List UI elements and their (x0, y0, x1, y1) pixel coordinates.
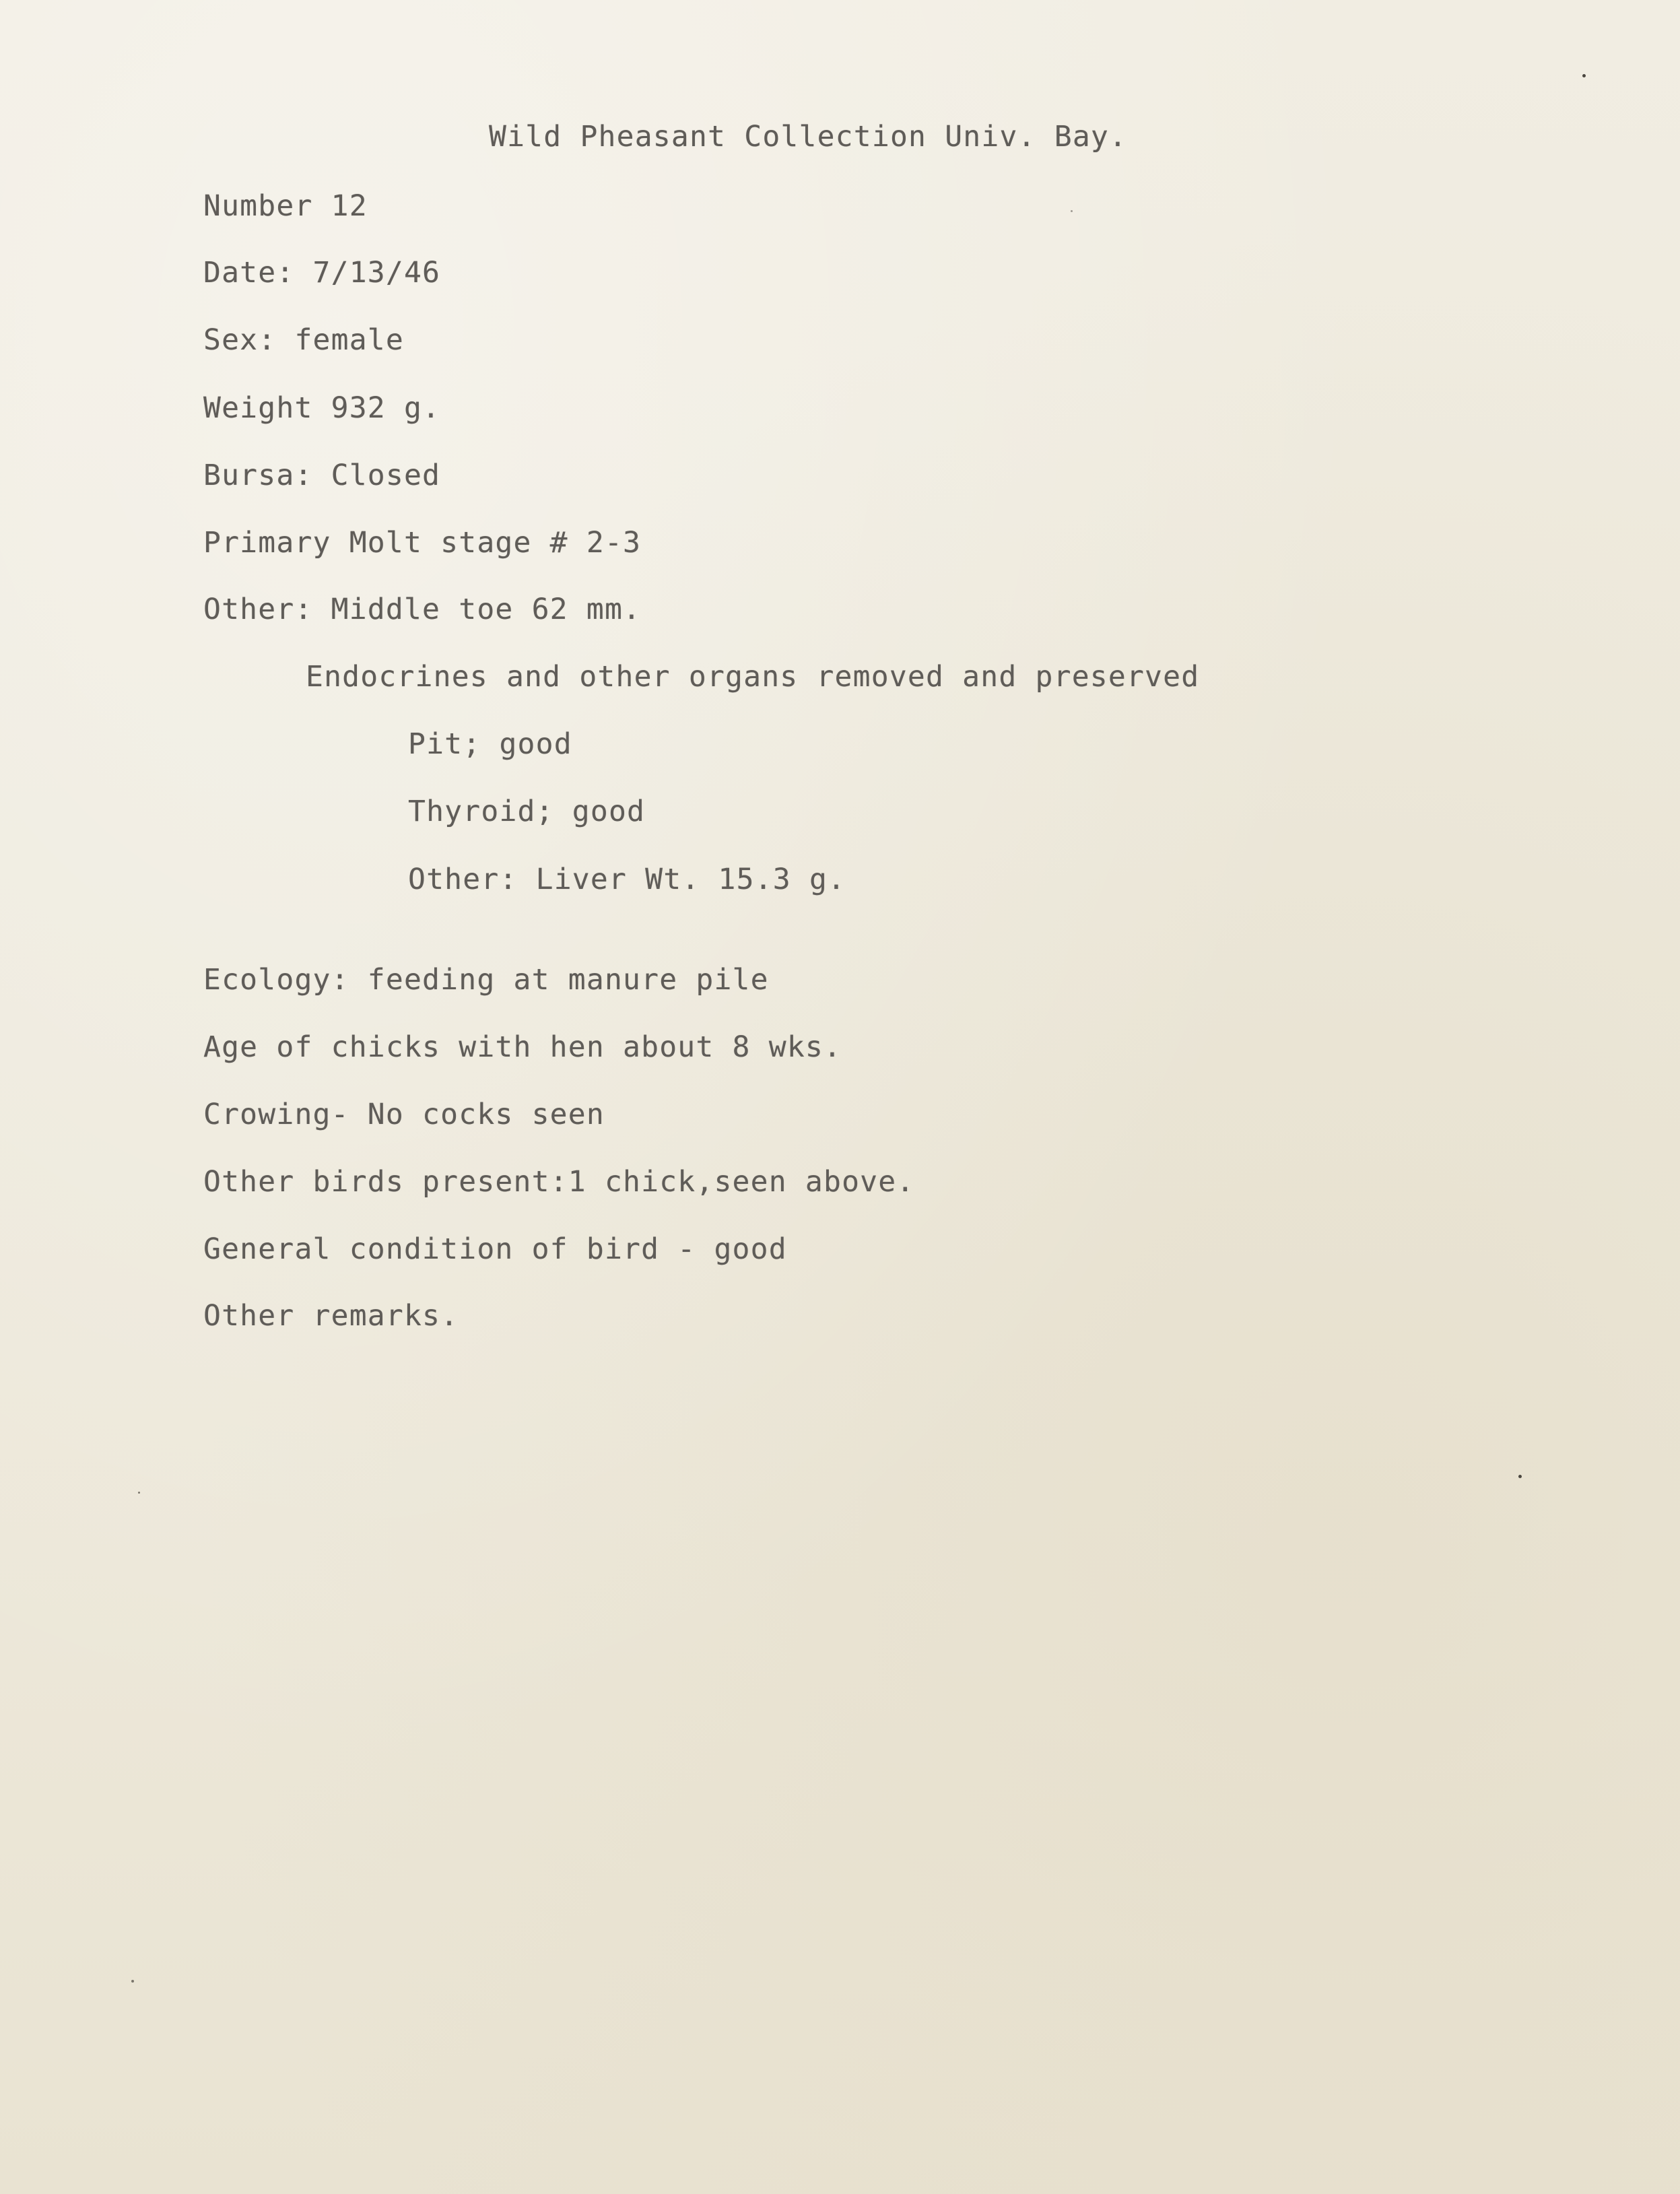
collection-date: Date: 7/13/46 (203, 256, 441, 290)
ecology-note: Ecology: feeding at manure pile (203, 963, 769, 997)
other-birds-note: Other birds present:1 chick,seen above. (203, 1165, 915, 1199)
pituitary-condition: Pit; good (408, 727, 572, 761)
other-measurement: Other: Middle toe 62 mm. (203, 593, 642, 626)
endocrines-note: Endocrines and other organs removed and preserved (306, 660, 1200, 694)
liver-weight: Other: Liver Wt. 15.3 g. (408, 863, 846, 896)
paper-speck (1071, 210, 1073, 212)
specimen-sex: Sex: female (203, 323, 404, 357)
bursa-status: Bursa: Closed (203, 459, 441, 492)
primary-molt-stage: Primary Molt stage # 2-3 (203, 526, 642, 560)
specimen-number: Number 12 (203, 189, 368, 223)
specimen-weight: Weight 932 g. (203, 391, 441, 425)
thyroid-condition: Thyroid; good (408, 795, 646, 828)
general-condition-note: General condition of bird - good (203, 1232, 787, 1266)
document-title: Wild Pheasant Collection Univ. Bay. (489, 120, 1128, 154)
paper-speck (131, 1980, 134, 1983)
paper-speck (138, 1492, 140, 1494)
chick-age-note: Age of chicks with hen about 8 wks. (203, 1030, 842, 1064)
crowing-note: Crowing- No cocks seen (203, 1098, 605, 1131)
paper-speck (1582, 74, 1586, 77)
other-remarks-note: Other remarks. (203, 1299, 459, 1333)
paper-speck (1518, 1475, 1522, 1478)
